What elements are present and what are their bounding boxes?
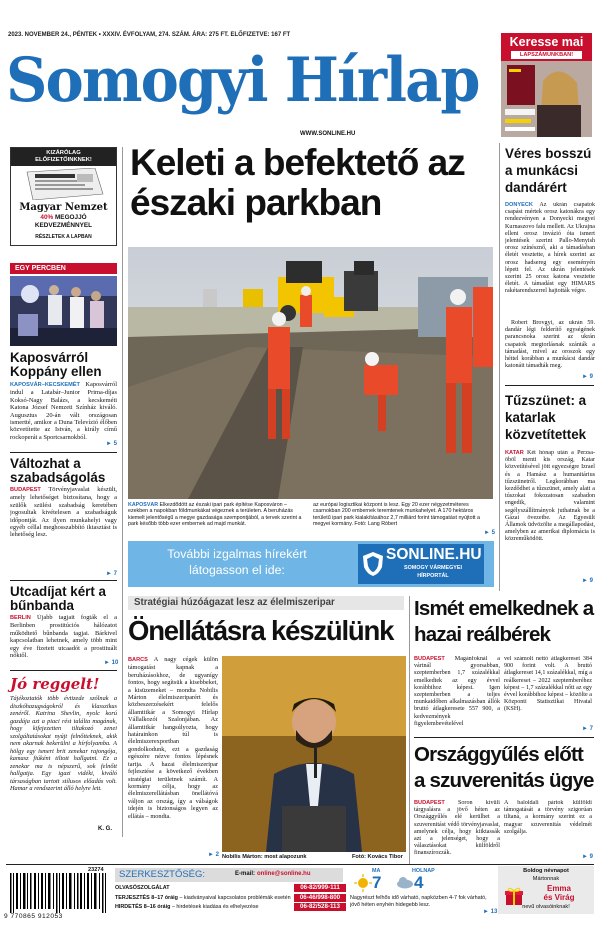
realber-page-ref[interactable]: ► 7 bbox=[582, 726, 593, 732]
nameday-name2: és Virág bbox=[543, 893, 575, 902]
szuverenitas-body-right: A baloldali pártok külföldi támogatását a törvény szigorúan tiltaná, a kormány szerint ez a magyar szuverenitás védelmét szolgálja. bbox=[504, 800, 592, 835]
masthead-title: Somogyi Hírlap bbox=[6, 45, 479, 116]
website-url[interactable]: WWW.SONLINE.HU bbox=[300, 131, 356, 137]
weather-page-ref[interactable]: ► 13 bbox=[483, 909, 498, 915]
sun-icon bbox=[354, 874, 372, 892]
lead-caption-left bbox=[128, 502, 308, 540]
promo-discount2: KEDVEZMÉNNYEL bbox=[34, 222, 93, 229]
realber-body-right: vel számolt nettó átlagkereset 384 900 forint volt. A bruttó átlagkereset 14,1 százalékkal, míg a reálkereset – 2022 szeptemberéhez képest – 1,7 százalékkal nőtt az egy évvel korábbihoz képest – közölte a Központi Statisztikai Hivatal (KSH). bbox=[504, 656, 592, 713]
ad-sub: LAPSZÁMUNKBAN! bbox=[511, 51, 582, 59]
realber-body bbox=[414, 656, 500, 738]
center-photo-credit: Fotó: Kovács Tibor bbox=[352, 854, 403, 860]
story-szabadsag-text: Törvényjavaslat készült, amely lehetőséget biztosítana, hogy a szülők szülési szabadság keretében jogosultak kivételesen a szabadságuk időpontját. Az ilyen munkahelyi vagy egyéb céllal meghosszabbító iktasztást is lehetőség lesz. bbox=[10, 486, 117, 539]
story-koppany-title[interactable]: Kaposvárról Koppány ellen bbox=[10, 350, 102, 379]
phone-number[interactable]: 06-82/999-111 bbox=[294, 884, 346, 892]
lead-headline[interactable]: Keleti a befektető az északi parkban bbox=[130, 142, 465, 223]
lead-caption-left-text: Elkezdődött az északi ipari park építése Kaposváron – ezekben a napokban földmunkákat végeznek a területen. A beruházás kiemelt jelentőségű a megye gazdasága szempontjából, a tervek szerint a park később több ezer embernek ad majd munkát. bbox=[128, 502, 302, 528]
szuverenitas-headline[interactable]: Országgyűlés előtt a szuverenitás ügye bbox=[414, 743, 594, 792]
szuverenitas-kicker: BUDAPEST bbox=[414, 800, 445, 806]
weather-box bbox=[350, 868, 494, 918]
tuzszunet-headline[interactable]: Tűzszünet: a katarlak közvetítettek bbox=[505, 393, 587, 442]
promo-paper-name: Magyar Nemzet bbox=[19, 202, 108, 213]
magazine-cover-image bbox=[501, 61, 592, 137]
center-body-text: A nagy cégek külön támogatást kapnak a beruházásokhoz, de ugyanígy fontos, hogy segítsük a kisebbeket, a kisüzemeket – mondta Nobilis Márton élelmiszeriparért és közbeszerzésekért felelős államtitkár a Somogyi Hírlap Vállalkozói Szalonjában. Az államtitkár hangsúlyozta, hogy határainkon túl is élelmiszerexportban gondolkodunk, ezt a gazdaság egészére nézve fontos lépésnek tartja. A hazai élelmiszeripar fejlesztése a következő években stratégiai területnek számít. A kormány célja, hogy az élelmiszerellátásban önellátóvá váljon az ország, így a válságok idején is biztonságos legyen az ellátás – mondta. bbox=[128, 656, 218, 820]
promo-footer: RÉSZLETEK A LAPBAN bbox=[35, 234, 92, 240]
weather-text: Nagyrészt felhős idő várható, napközben 4-7 fok várható, jövő héten enyhén hidegebb lesz. bbox=[350, 895, 487, 908]
phone-number[interactable]: 06-82/528-113 bbox=[294, 903, 346, 911]
story-szabadsag-title[interactable]: Változhat a szabadságolás bbox=[10, 456, 106, 485]
column-rule bbox=[409, 596, 410, 864]
banner-brand-sub1: SOMOGY VÁRMEGYEI bbox=[403, 565, 462, 571]
story-bunbanda-body bbox=[10, 614, 117, 660]
story-szabadsag-page[interactable]: ► 7 bbox=[106, 571, 117, 577]
shield-icon bbox=[362, 551, 384, 577]
story-koppany-body bbox=[10, 381, 117, 441]
story-bunbanda-text: Újabb tagjait fogták el a Berlinben prostitúciós hálózatot működtető bűnbanda tagjai. Bárkivel kapcsolatban lehetnek, amely több mint egy éve fizetett utcaadót a prostituált nőktől. bbox=[10, 614, 117, 660]
tuzszunet-text: Két hónap után a Perzsa-öböl menti kis ország, Katar közvetítésével jött egyezségre Izrael és a Hamász a humanitárius tűzszünetről. Legkorábban ma kezdődhet a tűzszünet, amely alatt a túszokat fokozatosan szabadon engedik, valamint segélyszállítmányok juthatnak be a Gázai övezetbe. Az Egyesült Államok üdvözölte a megállapodást, amelyben az amerikai diplomácia is közreműködött. bbox=[505, 450, 595, 543]
divider bbox=[505, 385, 594, 386]
banner-brand-box bbox=[358, 544, 484, 584]
realber-text: Magánfoknál a vártnál gyorsabban, szeptemberben 1,7 százalékkal emelkedtek az egy évvel korábbihoz képest. Igen szeptemberben a teljes munkaidőben alkalmazásban állók bruttó átlagkeresete 557 900, a kedvezmények figyelembevételével bbox=[414, 656, 500, 727]
masthead-title-wrap bbox=[6, 38, 498, 124]
editorial-label: SZERKESZTŐSÉG: bbox=[119, 869, 206, 880]
story-bunbanda-kicker: BERLIN bbox=[10, 615, 31, 621]
theatre-photo bbox=[10, 276, 117, 346]
tuzszunet-kicker: KATAR bbox=[505, 450, 524, 456]
jo-reggelt-body: Tájékoztatók több évtizede szólnak a diszkóhazugságokról és klasszikus zenéről. Katrina Shevlin, nyolc korú gazdája azt a piaci rést találta magának, hogy kifejezetten tiltakozó zenei szolgáltatásokat nyújt felnőtteknek, akik nem akarnak bekerülni a hírfolyamba. A hölgy egy ismert brit zenekar rajongója, kamasz fiúként tiltott hallgatni. Ez a zenekar ma is népszerű, sok felnőtt hallgatja. Egy igazi vidéki, kiváló társaságban tartott stílusos előadás volt. Hamar a rendszerint álló helyre lett. bbox=[10, 695, 117, 792]
cloud-icon bbox=[396, 875, 414, 889]
nameday-top: Mártonnak bbox=[532, 876, 560, 882]
lead-caption-kicker: KAPOSVÁR bbox=[128, 502, 159, 508]
dateline: 2023. NOVEMBER 24., PÉNTEK • XXXIV. ÉVFOLYAM, 274. SZÁM. ÁRA: 275 FT. ELŐFIZETVE: 167 FT bbox=[8, 32, 291, 38]
ad-headline: Keresse mai bbox=[509, 35, 584, 49]
egy-percben-label: EGY PERCBEN bbox=[15, 265, 66, 272]
column-rule bbox=[122, 147, 123, 837]
barcode-number: 9 770865 912053 bbox=[4, 913, 63, 920]
story-koppany-text: Kaposvárról indul a Latabár–Junior Prima-díjas Koksó-Nagy Balázs, a kecskeméti Katona József Nemzeti Színház kiváló. Augusztus 20-án vált országosan ismertté, amikor a Duna Televízió élőben közvetítette az István, a király című rockoperát a Sportcsarnokból. bbox=[10, 381, 117, 441]
weather-today-label: MA bbox=[372, 868, 381, 874]
veres-kicker: DONYECK bbox=[505, 202, 533, 208]
szuverenitas-page-ref[interactable]: ► 9 bbox=[582, 854, 593, 860]
center-dateline: BARCS bbox=[128, 657, 148, 663]
tuzszunet-body bbox=[505, 450, 595, 578]
veres-headline[interactable]: Véres bosszú a munkácsi dandárért bbox=[505, 146, 592, 195]
weather-tomorrow-label: HOLNAP bbox=[412, 868, 435, 874]
veres-text: Az ukrán csapatok csapást mértek orosz katonákra egy rendezvényen a Donyecki megyei Kurnaszovo falu mellett. Az Ukrajna elleni orosz invázió óta ismert jelentések szerint Pallo-Menyish orosz színésznő, aki a támadásban életét vesztette, a hírek szerint az orosz hadsereg egy eseményén lépett fel. Az ukrán jelentések szerint 25 orosz katona vesztette életét. A támadást egy HIMARS rakétarendszerrel hajtották végre. bbox=[505, 202, 595, 295]
nameday-box bbox=[498, 866, 594, 914]
veres-page-ref[interactable]: ► 9 bbox=[582, 374, 593, 380]
weather-today-temp: 7 bbox=[372, 873, 382, 892]
center-kicker: Stratégiai húzóágazat lesz az élelmiszeripar bbox=[128, 596, 404, 610]
sonline-banner[interactable] bbox=[128, 541, 494, 587]
center-body bbox=[128, 656, 218, 852]
jo-reggelt-sign: K. G. bbox=[98, 826, 113, 832]
jo-reggelt-title[interactable]: Jó reggelt! bbox=[10, 675, 100, 693]
center-photo-caption: Nobilis Márton: most alapozunk bbox=[222, 854, 307, 860]
story-bunbanda-page[interactable]: ► 10 bbox=[104, 660, 119, 666]
nameday-name1: Emma bbox=[546, 884, 571, 893]
nameday-label: Boldog névnapot bbox=[523, 868, 569, 874]
banner-text2: látogasson el ide: bbox=[189, 563, 285, 577]
lead-page-ref[interactable]: ► 5 bbox=[484, 530, 495, 536]
story-szabadsag-kicker: BUDAPEST bbox=[10, 487, 41, 493]
center-headline[interactable]: Önellátásra készülünk bbox=[128, 615, 394, 646]
promo-line2: ELŐFIZETŐINKNEK! bbox=[11, 157, 116, 166]
divider bbox=[10, 580, 117, 581]
banner-text1: További izgalmas hírekért bbox=[167, 547, 307, 561]
promo-discount: MEGOJJÓ bbox=[54, 214, 87, 221]
realber-kicker: BUDAPEST bbox=[414, 656, 445, 662]
szuverenitas-body bbox=[414, 800, 500, 856]
column-rule bbox=[499, 143, 500, 591]
promo-percent: 40% bbox=[40, 214, 54, 221]
divider bbox=[414, 737, 594, 738]
subscriber-promo-box[interactable] bbox=[10, 147, 117, 246]
lead-caption-right: az európai logisztikai központ is lesz. Egy 20 ezer négyzetméteres csarnokban 200 embernek teremtenek munkahelyet. A 170 hektáros területű ipari park kialakításához 2,7 milliárd forint támogatást nyújtott a megyei kormány. Fotó: Lang Róbert bbox=[313, 502, 480, 528]
newspaper-icon bbox=[25, 168, 105, 200]
speaker-photo bbox=[222, 656, 406, 852]
nameday-footer: nevű olvasóinknak! bbox=[522, 904, 570, 910]
barcode-image bbox=[8, 873, 110, 913]
construction-photo bbox=[128, 247, 493, 499]
contact-row: HIRDETÉS 8–16 óráig – hirdetések kiadása és elhelyezése bbox=[115, 904, 259, 910]
center-page-ref[interactable]: ► 2 bbox=[208, 852, 219, 858]
issue-number: 23274 bbox=[88, 867, 104, 873]
szuverenitas-text: Soron kívüli tárgyalásra a jövő héten az Országgyűlés elé kerülhet a szuverenitást védő törvényjavaslat, amelynek célja, hogy kiiktassák azt a jelenséget, hogy a választásokat külföldről finanszírozzák. bbox=[414, 800, 500, 856]
story-szabadsag-body bbox=[10, 486, 117, 570]
realber-headline[interactable]: Ismét emelkednek a hazai reálbérek bbox=[414, 597, 594, 646]
phone-list bbox=[294, 884, 346, 924]
email-link[interactable]: online@sonline.hu bbox=[257, 871, 311, 877]
footer-rule bbox=[6, 864, 594, 865]
contact-rows bbox=[115, 884, 293, 924]
divider bbox=[10, 452, 117, 453]
story-koppany-kicker: KAPOSVÁR–KECSKEMÉT bbox=[10, 382, 80, 388]
gift-icon bbox=[504, 886, 524, 906]
divider bbox=[10, 670, 117, 671]
story-bunbanda-title[interactable]: Utcadíjat kért a bűnbanda bbox=[10, 584, 107, 613]
banner-brand: SONLINE.HU bbox=[386, 546, 482, 563]
egy-percben-bar bbox=[10, 263, 117, 274]
editorial-header bbox=[115, 868, 343, 882]
promo-line1: KIZÁRÓLAG bbox=[11, 148, 116, 157]
contact-row: OLVASÓSZOLGÁLAT bbox=[115, 885, 170, 891]
veres-body bbox=[505, 202, 595, 318]
banner-brand-sub2: HÍRPORTÁL bbox=[417, 573, 449, 579]
tuzszunet-page-ref[interactable]: ► 9 bbox=[582, 578, 593, 584]
phone-number[interactable]: 06-46/998-800 bbox=[294, 894, 346, 902]
story-koppany-page[interactable]: ► 5 bbox=[106, 441, 117, 447]
weather-tomorrow-temp: 4 bbox=[414, 873, 424, 892]
email-label: E-mail: bbox=[235, 871, 256, 877]
contact-row: TERJESZTÉS 8–17 óráig – kiadványaival kapcsolatos problémák esetén bbox=[115, 894, 291, 901]
masthead-ad[interactable] bbox=[501, 33, 592, 137]
veres-body2: Robert Brovgyi, az ukrán 59. dandár légi felderítő egységének parancsnoka szerint az ukrán csapatok megtorlásnak szánták a támadást, mivel az oroszok egy héttel korábban a munkácsi dandár katonáit támadták meg. bbox=[505, 320, 595, 370]
